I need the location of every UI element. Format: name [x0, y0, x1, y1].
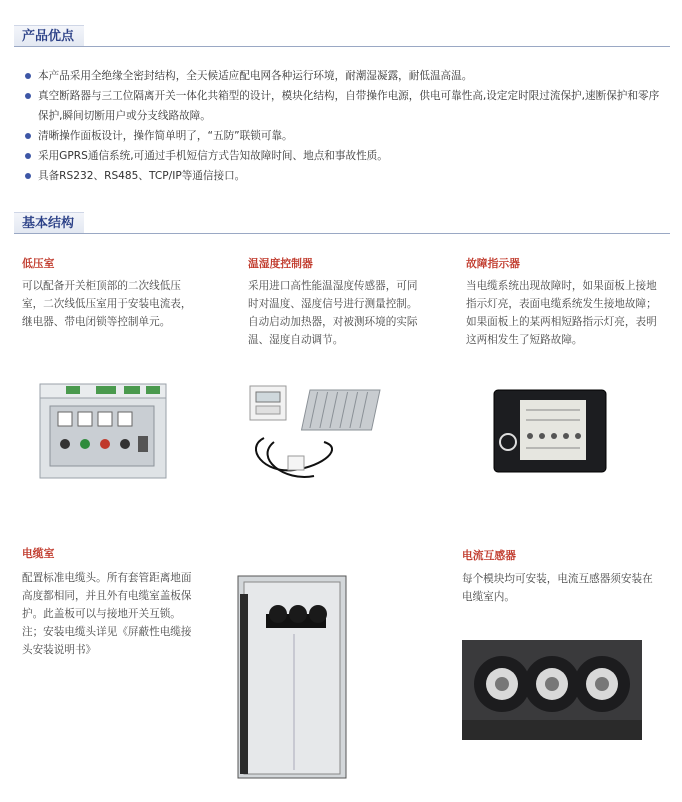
section-header-structure — [14, 212, 670, 234]
bullet-dot-icon — [25, 173, 31, 179]
section-header-advantages — [14, 25, 670, 47]
fault-indicator-image — [490, 386, 610, 476]
advantage-item: 具备RS232、RS485、TCP/IP等通信接口。 — [22, 166, 662, 186]
advantage-item: 采用GPRS通信系统,可通过手机短信方式告知故障时间、地点和事故性质。 — [22, 146, 662, 166]
low-voltage-desc: 可以配备开关柜顶部的二次线低压室，二次线低压室用于安装电流表，继电器、带电闭锁等控制单元。 — [22, 280, 192, 328]
fault-indicator-title: 故障指示器 — [466, 257, 520, 270]
current-transformer-desc: 每个模块均可安装，电流互感器须安装在电缆室内。 — [462, 573, 653, 603]
cable-room-image — [236, 574, 348, 780]
humidity-controller-title: 温湿度控制器 — [248, 257, 313, 270]
low-voltage-cabinet-image — [36, 380, 170, 480]
section-title-advantages: 产品优点 — [14, 25, 84, 46]
bullet-dot-icon — [25, 153, 31, 159]
low-voltage-title: 低压室 — [22, 257, 55, 270]
bullet-dot-icon — [25, 133, 31, 139]
cable-room-desc-text: 配置标准电缆头。所有套管距离地面高度都相同，并且外有电缆室盖板保护。此盖板可以与接地开关互锁。 — [22, 572, 192, 620]
current-transformer-title: 电流互感器 — [462, 549, 516, 562]
cable-room-note: 注；安装电缆头详见《屏蔽性电缆接头安装说明书》 — [22, 626, 192, 656]
advantage-item: 清晰操作面板设计，操作简单明了，“五防”联锁可靠。 — [22, 126, 662, 146]
bullet-dot-icon — [25, 73, 31, 79]
humidity-controller-desc: 采用进口高性能温湿度传感器，可同时对温度、湿度信号进行测量控制。自动启动加热器，对被测环境的实际温、湿度自动调节。 — [248, 280, 418, 346]
advantages-list — [22, 66, 662, 186]
bullet-dot-icon — [25, 93, 31, 99]
humidity-controller-image — [244, 378, 394, 488]
advantage-item: 真空断路器与三工位隔离开关一体化共箱型的设计，模块化结构，自带操作电源，供电可靠性高,设定定时限过流保护,速断保护和零序保护,瞬间切断用户或分支线路故障。 — [22, 86, 662, 126]
section-title-structure: 基本结构 — [14, 212, 84, 233]
cable-room-title: 电缆室 — [22, 547, 55, 560]
current-transformer-image — [462, 640, 642, 740]
advantage-item: 本产品采用全绝缘全密封结构，全天候适应配电网各种运行环境，耐潮湿凝露，耐低温高温。 — [22, 66, 662, 86]
fault-indicator-desc: 当电缆系统出现故障时，如果面板上接地指示灯亮，表面电缆系统发生接地故障；如果面板上的某两相短路指示灯亮，表明这两相发生了短路故障。 — [466, 280, 657, 346]
cable-room-desc — [22, 569, 200, 659]
